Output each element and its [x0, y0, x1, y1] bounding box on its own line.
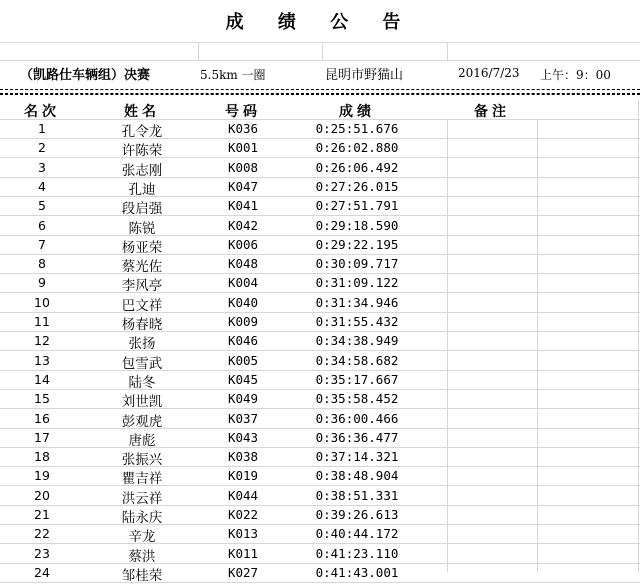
page-title: 成 绩 公 告 [225, 12, 415, 33]
code-cell: K013 [227, 526, 259, 542]
table-row [0, 563, 640, 583]
table-row [0, 409, 640, 429]
code-cell: K036 [227, 121, 259, 136]
title-row [0, 0, 640, 43]
table-row [0, 254, 640, 274]
table-row [0, 273, 640, 293]
rank-cell: 12 [34, 333, 50, 349]
rank-cell: 18 [34, 449, 50, 465]
name-cell: 陆永庆 [121, 510, 163, 526]
name-cell: 邹桂荣 [121, 567, 163, 584]
event-info-row [0, 60, 640, 86]
time-cell: 0:30:09.717 [315, 256, 399, 272]
time-cell: 0:31:55.432 [315, 314, 399, 329]
code-cell: K038 [227, 449, 259, 465]
code-cell: K009 [227, 314, 259, 329]
header-code: 号码 [225, 104, 261, 120]
table-row [0, 505, 640, 525]
table-row [0, 177, 640, 197]
time-cell: 0:25:51.676 [315, 121, 399, 136]
code-cell: K019 [227, 468, 259, 484]
time-cell: 0:34:58.682 [315, 352, 399, 368]
rank-cell: 15 [34, 391, 50, 407]
code-cell: K008 [227, 159, 259, 175]
rank-cell: 5 [38, 198, 46, 214]
code-cell: K001 [227, 140, 259, 156]
rank-cell: 7 [38, 236, 46, 252]
name-cell: 辛龙 [128, 529, 156, 546]
table-row [0, 524, 640, 544]
code-cell: K004 [227, 275, 259, 291]
time-cell: 0:31:34.946 [315, 294, 399, 310]
table-row [0, 196, 640, 216]
header-name: 姓名 [124, 104, 160, 120]
time-cell: 0:26:06.492 [315, 159, 399, 175]
rank-cell: 4 [38, 178, 46, 194]
event-name: （凯路仕车辆组）决赛 [20, 68, 151, 83]
name-cell: 张志刚 [121, 162, 163, 179]
name-cell: 巴文祥 [121, 297, 163, 314]
name-cell: 杨亚荣 [121, 239, 163, 256]
table-row [0, 466, 640, 486]
rank-cell: 24 [34, 564, 50, 580]
table-row [0, 370, 640, 390]
table-row [0, 389, 640, 409]
time-cell: 0:27:51.791 [315, 198, 399, 214]
table-row [0, 216, 640, 236]
name-cell: 张振兴 [121, 452, 163, 469]
time-cell: 0:29:22.195 [315, 236, 399, 252]
code-cell: K011 [227, 545, 259, 561]
grid-line [638, 100, 639, 572]
rank-cell: 17 [34, 429, 50, 445]
grid-line [447, 42, 448, 60]
table-row [0, 158, 640, 178]
time-cell: 0:38:51.331 [315, 487, 399, 503]
rank-cell: 19 [34, 468, 50, 484]
name-cell: 彭观虎 [121, 413, 163, 430]
code-cell: K022 [227, 507, 259, 522]
name-cell: 张扬 [128, 336, 156, 353]
time-cell: 0:36:00.466 [315, 410, 399, 426]
rank-cell: 23 [34, 545, 50, 561]
double-rule [0, 94, 640, 96]
code-cell: K049 [227, 391, 259, 407]
name-cell: 孔令龙 [121, 124, 163, 140]
name-cell: 许陈荣 [121, 143, 163, 160]
code-cell: K037 [227, 410, 259, 426]
name-cell: 陆冬 [128, 374, 156, 391]
table-row [0, 293, 640, 313]
rank-cell: 9 [38, 275, 46, 291]
name-cell: 段启强 [121, 201, 163, 218]
name-cell: 洪云祥 [121, 490, 163, 507]
name-cell: 刘世凯 [121, 394, 163, 411]
name-cell: 陈锐 [128, 220, 156, 237]
code-cell: K027 [227, 564, 259, 580]
code-cell: K043 [227, 429, 259, 445]
time-cell: 0:39:26.613 [315, 507, 399, 522]
table-row [0, 312, 640, 332]
event-distance: 5.5km 一圈 [200, 68, 266, 82]
table-row [0, 428, 640, 448]
rank-cell: 6 [38, 217, 46, 233]
name-cell: 瞿吉祥 [121, 471, 163, 488]
table-row [0, 119, 640, 139]
header-note: 备注 [474, 104, 510, 120]
grid-line [537, 119, 538, 572]
rank-cell: 10 [34, 294, 50, 310]
table-row [0, 544, 640, 564]
table-row [0, 447, 640, 467]
code-cell: K041 [227, 198, 259, 214]
rank-cell: 3 [38, 159, 46, 175]
time-cell: 0:26:02.880 [315, 140, 399, 156]
rank-cell: 13 [34, 352, 50, 368]
time-cell: 0:31:09.122 [315, 275, 399, 291]
name-cell: 唐彪 [128, 432, 156, 449]
time-cell: 0:37:14.321 [315, 449, 399, 465]
time-cell: 0:35:17.667 [315, 371, 399, 387]
code-cell: K048 [227, 256, 259, 272]
table-row [0, 331, 640, 351]
rank-cell: 8 [38, 256, 46, 272]
table-row [0, 351, 640, 371]
code-cell: K044 [227, 487, 259, 503]
rank-cell: 11 [34, 314, 50, 329]
time-cell: 0:35:58.452 [315, 391, 399, 407]
rank-cell: 1 [38, 121, 46, 136]
time-cell: 0:27:26.015 [315, 178, 399, 194]
event-time: 上午：9：00 [540, 68, 611, 82]
header-result: 成绩 [339, 104, 375, 120]
table-row [0, 235, 640, 255]
table-row [0, 138, 640, 158]
time-cell: 0:36:36.477 [315, 429, 399, 445]
rank-cell: 22 [34, 526, 50, 542]
rank-cell: 20 [34, 487, 50, 503]
name-cell: 蔡洪 [128, 548, 156, 565]
grid-line [322, 42, 323, 60]
code-cell: K045 [227, 371, 259, 387]
rank-cell: 16 [34, 410, 50, 426]
time-cell: 0:40:44.172 [315, 526, 399, 542]
time-cell: 0:34:38.949 [315, 333, 399, 349]
grid-line [198, 42, 199, 60]
blank-row [0, 42, 640, 61]
code-cell: K047 [227, 178, 259, 194]
rank-cell: 14 [34, 371, 50, 387]
time-cell: 0:29:18.590 [315, 217, 399, 233]
code-cell: K006 [227, 236, 259, 252]
event-location: 昆明市野猫山 [325, 68, 404, 83]
time-cell: 0:38:48.904 [315, 468, 399, 484]
name-cell: 蔡光佐 [121, 259, 163, 276]
name-cell: 杨春晓 [121, 317, 163, 333]
name-cell: 孔迪 [128, 181, 156, 198]
name-cell: 李风亭 [121, 278, 163, 295]
rank-cell: 2 [38, 140, 46, 156]
grid-line [447, 119, 448, 572]
code-cell: K046 [227, 333, 259, 349]
table-row [0, 486, 640, 506]
name-cell: 包雪武 [121, 355, 163, 372]
time-cell: 0:41:43.001 [315, 564, 399, 580]
table-header [0, 100, 640, 120]
rank-cell: 21 [34, 507, 50, 522]
code-cell: K005 [227, 352, 259, 368]
time-cell: 0:41:23.110 [315, 545, 399, 561]
code-cell: K040 [227, 294, 259, 310]
event-date: 2016/7/23 [458, 66, 520, 80]
code-cell: K042 [227, 217, 259, 233]
header-rank: 名次 [24, 104, 60, 120]
